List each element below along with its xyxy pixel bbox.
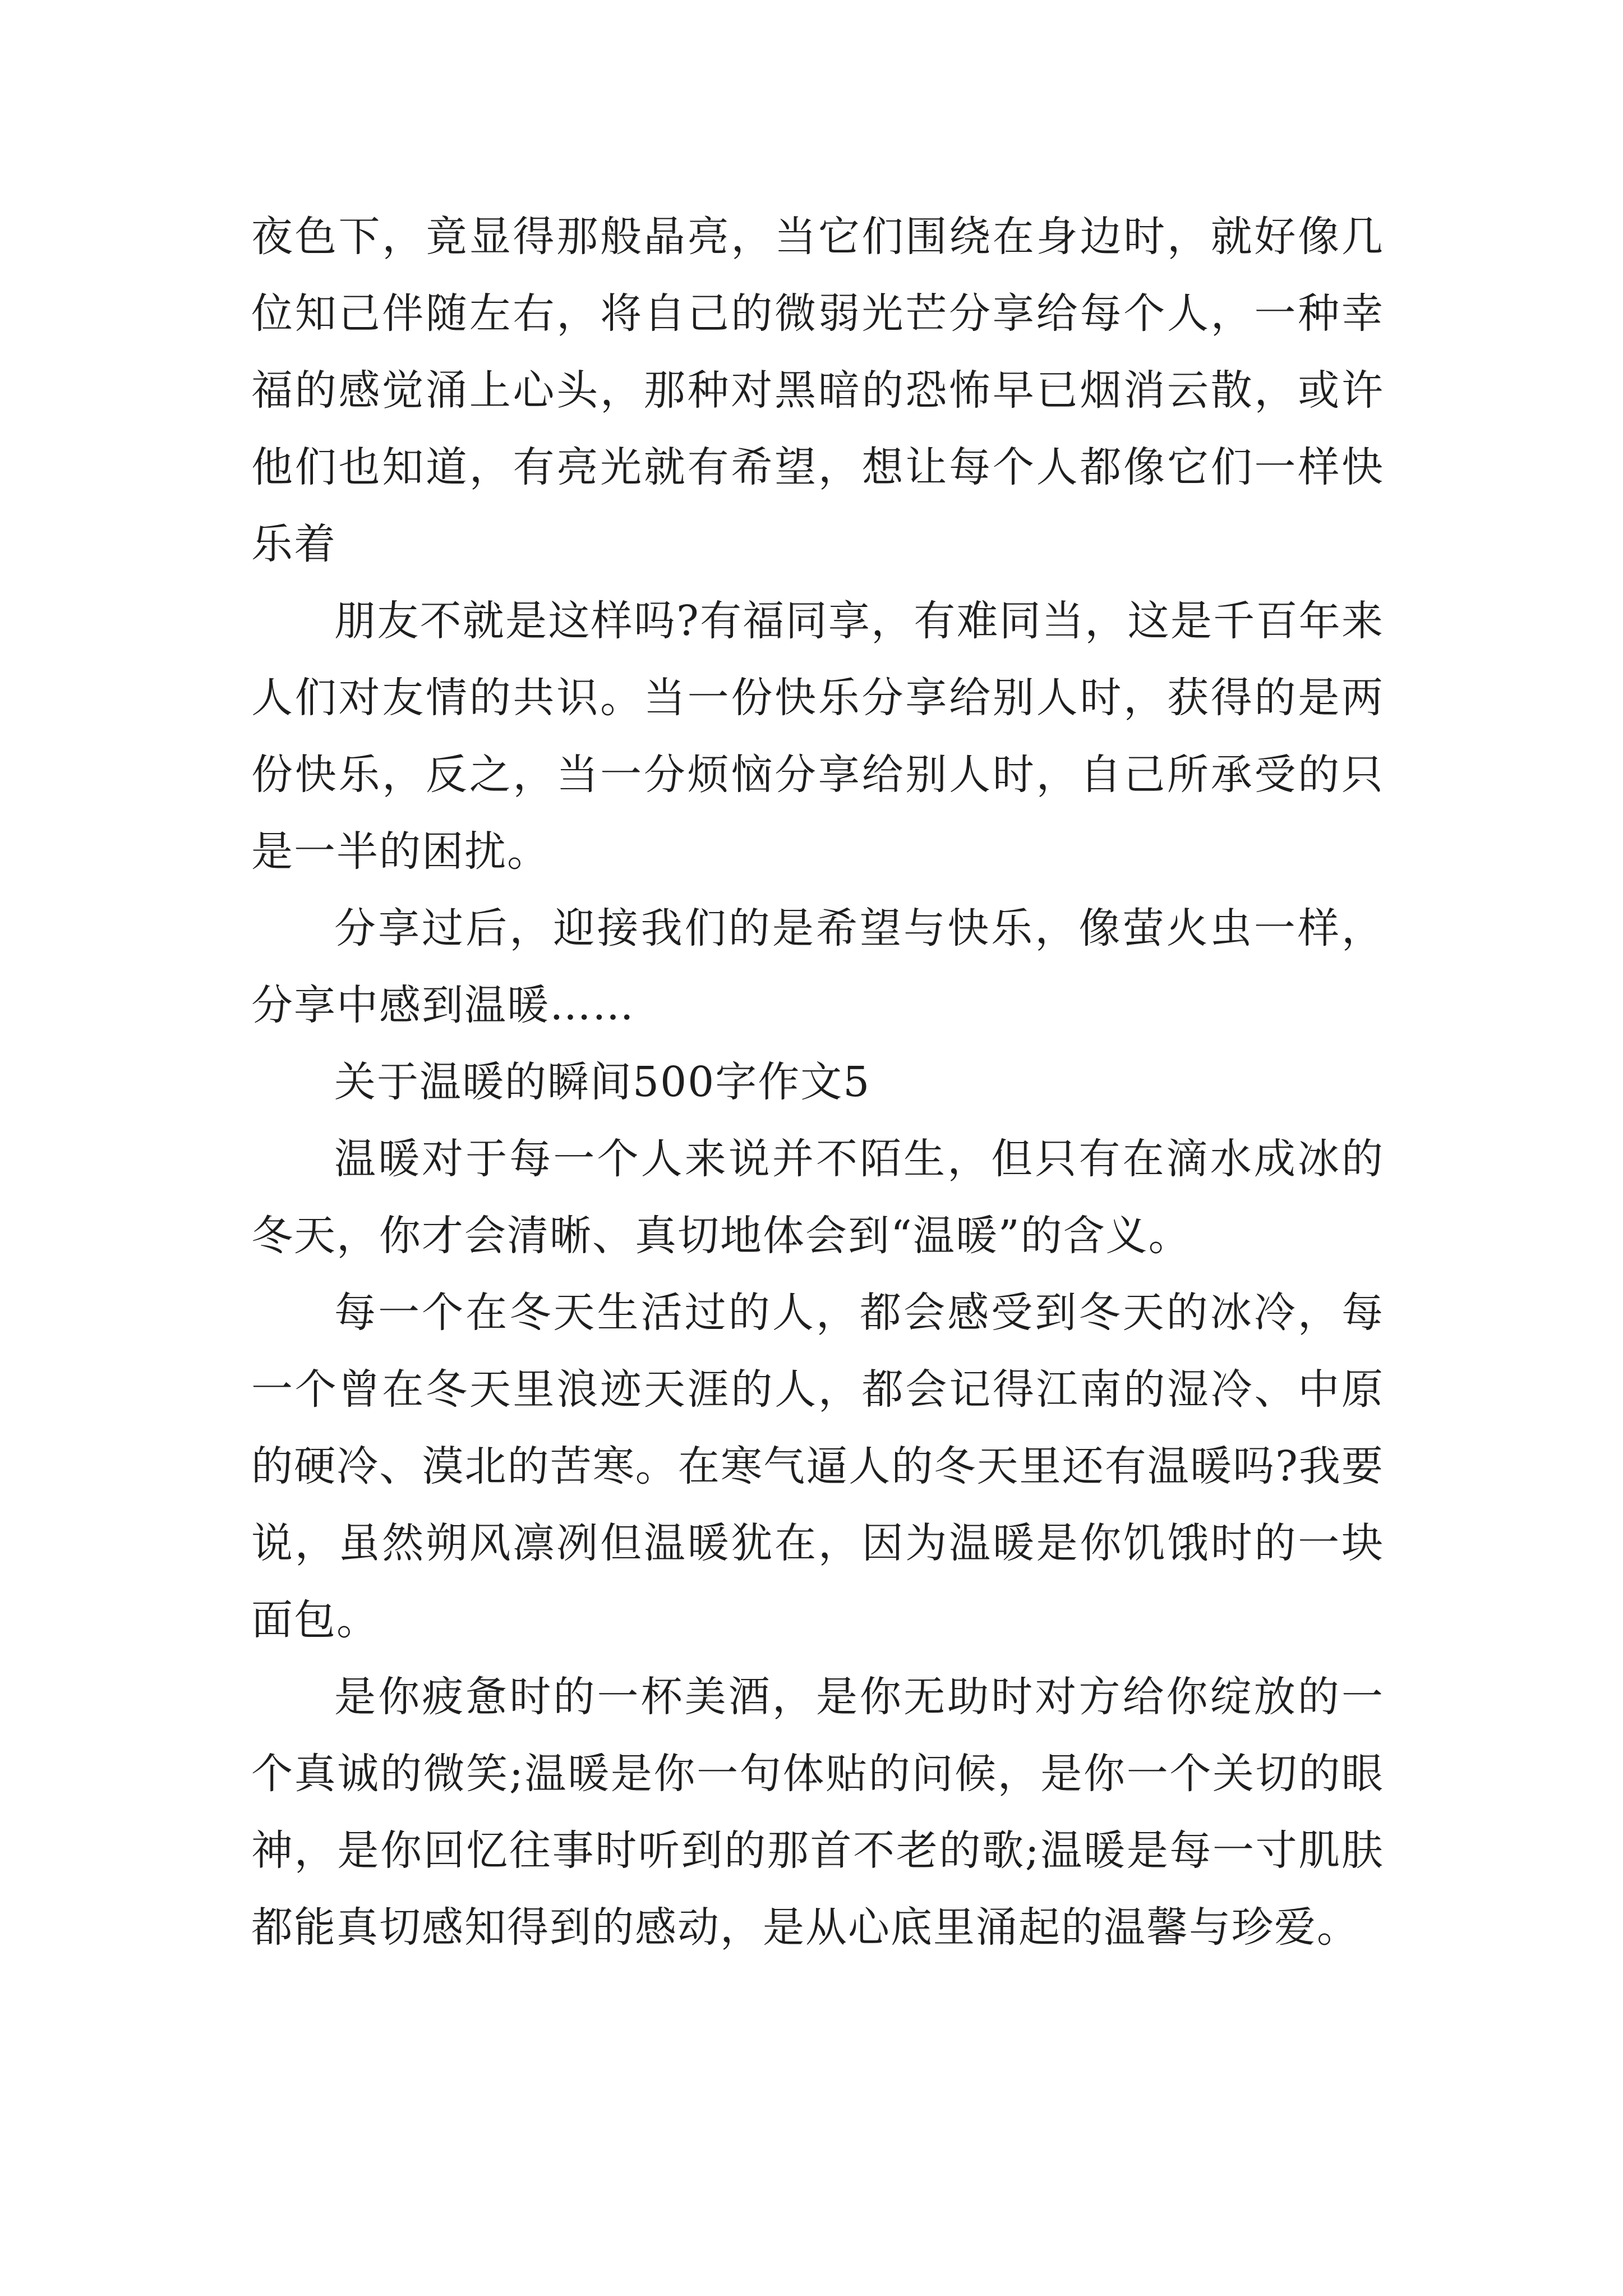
paragraph-warmth-intro: 温暖对于每一个人来说并不陌生，但只有在滴水成冰的冬天，你才会清晰、真切地体会到“温暖”的含义。 — [251, 1135, 1384, 1260]
paragraph-winter: 每一个在冬天生活过的人，都会感受到冬天的冰冷，每一个曾在冬天里浪迹天涯的人，都会记得江南的湿冷、中原的硬冷、漠北的苦寒。在寒气逼人的冬天里还有温暖吗?我要说，虽然朔风凛冽但温暖犹在，因为温暖是你饥饿时的一块面包。 — [251, 1289, 1384, 1644]
essay-heading: 关于温暖的瞬间500字作文5 — [334, 1058, 871, 1106]
paragraph-sharing: 分享过后，迎接我们的是希望与快乐，像萤火虫一样，分享中感到温暖…… — [251, 904, 1384, 1029]
paragraph-warmth-is: 是你疲惫时的一杯美酒，是你无助时对方给你绽放的一个真诚的微笑;温暖是你一句体贴的问候，是你一个关切的眼神，是你回忆往事时听到的那首不老的歌;温暖是每一寸肌肤都能真切感知得到的感动，是从心底里涌起的温馨与珍爱。 — [251, 1673, 1384, 1952]
paragraph-continued: 夜色下，竟显得那般晶亮，当它们围绕在身边时，就好像几位知己伴随左右，将自己的微弱光芒分享给每个人，一种幸福的感觉涌上心头，那种对黑暗的恐怖早已烟消云散，或许他们也知道，有亮光就有希望，想让每个人都像它们一样快乐着 — [251, 213, 1384, 568]
paragraph-friendship: 朋友不就是这样吗?有福同享，有难同当，这是千百年来人们对友情的共识。当一份快乐分享给别人时，获得的是两份快乐，反之，当一分烦恼分享给别人时，自己所承受的只是一半的困扰。 — [251, 597, 1384, 876]
article-body — [251, 199, 1384, 1966]
